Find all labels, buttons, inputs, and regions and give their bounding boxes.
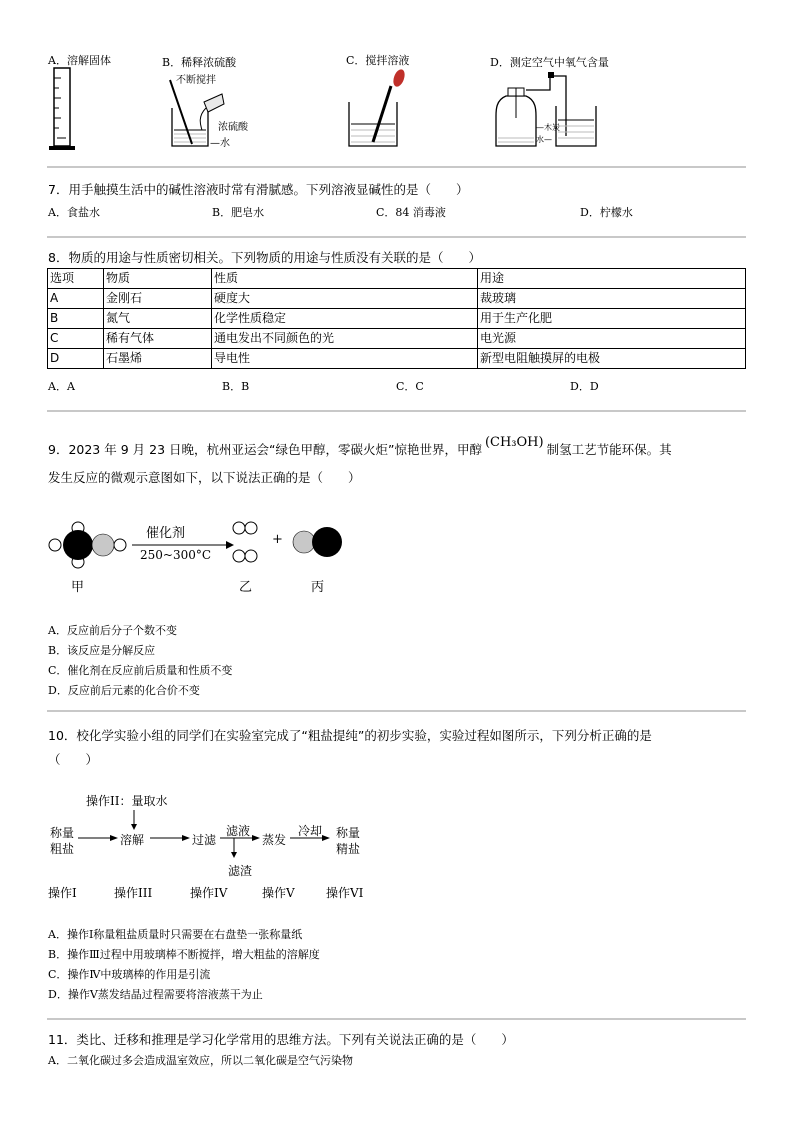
catalyst-label: 催化剂 — [146, 526, 186, 541]
table-cell: B — [48, 309, 104, 329]
plus-sign: + — [272, 532, 283, 547]
table-cell: 电光源 — [478, 329, 746, 349]
q10-option-d[interactable]: D．操作Ⅴ蒸发结晶过程需要将溶液蒸干为止 — [48, 988, 263, 1001]
table-cell: 氮气 — [104, 309, 212, 329]
weigh-refined-b: 精盐 — [336, 842, 361, 856]
q9-option-b[interactable]: B．该反应是分解反应 — [48, 644, 156, 657]
table-row — [48, 309, 746, 329]
q10-option-b[interactable]: B．操作Ⅲ过程中用玻璃棒不断搅拌，增大粗盐的溶解度 — [48, 948, 320, 961]
q8-stem: 8．物质的用途与性质密切相关。下列物质的用途与性质没有关联的是（ ） — [48, 250, 481, 265]
q6-option-d[interactable]: D．测定空气中氧气含量 — [490, 56, 609, 69]
filter-label: 过滤 — [192, 833, 217, 847]
reaction-diagram — [46, 514, 356, 574]
q11-stem: 11．类比、迁移和推理是学习化学常用的思维方法。下列有关说法正确的是（ ） — [48, 1032, 514, 1047]
water-label: —水 — [210, 138, 230, 149]
q9-stem-line2: 发生反应的微观示意图如下，以下说法正确的是（ ） — [48, 470, 361, 485]
q9-stem-part2: 制氢工艺节能环保。其 — [546, 442, 672, 457]
filtrate-label: 滤液 — [226, 824, 251, 838]
table-cell: 硬度大 — [212, 289, 478, 309]
evaporate-label: 蒸发 — [262, 833, 287, 847]
q8-option-a[interactable]: A．A — [48, 380, 75, 393]
residue-label: 滤渣 — [228, 864, 253, 878]
table-cell: 稀有气体 — [104, 329, 212, 349]
q9-stem-part1: 9．2023 年 9 月 23 日晚，杭州亚运会“绿色甲醇，零碳火炬”惊艳世界，甲醇 — [48, 442, 482, 457]
table-header-cell: 用途 — [478, 269, 746, 289]
table-cell: 化学性质稳定 — [212, 309, 478, 329]
q7-option-d[interactable]: D．柠檬水 — [580, 206, 633, 219]
stir-solution-image — [345, 68, 407, 150]
table-header-row — [48, 269, 746, 289]
table-header-cell: 物质 — [104, 269, 212, 289]
q9-stem-line1 — [48, 435, 672, 458]
temperature-label: 250~300°C — [140, 548, 212, 562]
label-yi: 乙 — [239, 580, 253, 595]
q8-table — [47, 268, 746, 369]
q6-option-b[interactable]: B．稀释浓硫酸 — [162, 56, 237, 69]
separator — [47, 710, 746, 712]
water-label-d: 水— — [536, 135, 552, 144]
q6-option-a[interactable]: A．溶解固体 — [48, 54, 111, 67]
table-header-cell: 选项 — [48, 269, 104, 289]
weigh-crude-b: 粗盐 — [50, 842, 75, 856]
table-cell: 导电性 — [212, 349, 478, 369]
q7-option-a[interactable]: A．食盐水 — [48, 206, 100, 219]
q9-option-d[interactable]: D．反应前后元素的化合价不变 — [48, 684, 200, 697]
q9-option-a[interactable]: A．反应前后分子个数不变 — [48, 624, 177, 637]
separator — [47, 410, 746, 412]
q8-option-b[interactable]: B．B — [222, 380, 250, 393]
table-cell: 石墨烯 — [104, 349, 212, 369]
q10-option-a[interactable]: A．操作Ⅰ称量粗盐质量时只需要在右盘垫一张称量纸 — [48, 928, 303, 941]
op-label-6: 操作VI — [326, 886, 364, 900]
op-label-5: 操作V — [262, 886, 295, 900]
q8-option-d[interactable]: D．D — [570, 380, 599, 393]
table-cell: 通电发出不同颜色的光 — [212, 329, 478, 349]
separator — [47, 236, 746, 238]
q7-stem: 7．用手触摸生活中的碱性溶液时常有滑腻感。下列溶液显碱性的是（ ） — [48, 182, 469, 197]
dissolve-label: 溶解 — [120, 833, 145, 847]
op-label-3: 操作III — [114, 886, 153, 900]
table-row — [48, 289, 746, 309]
q10-stem-line1: 10．校化学实验小组的同学们在实验室完成了“粗盐提纯”的初步实验，实验过程如图所示，下列分析正确的是 — [48, 728, 652, 743]
separator — [47, 166, 746, 168]
graduated-cylinder-image — [48, 66, 78, 152]
table-row — [48, 349, 746, 369]
q11-option-a[interactable]: A．二氧化碳过多会造成温室效应，所以二氧化碳是空气污染物 — [48, 1054, 353, 1067]
q7-option-c[interactable]: C．84 消毒液 — [376, 206, 446, 219]
stir-label: 不断搅拌 — [176, 75, 216, 86]
q6-option-c[interactable]: C．搅拌溶液 — [346, 54, 410, 67]
separator — [47, 1018, 746, 1020]
acid-label: 浓硫酸 — [218, 122, 248, 133]
table-cell: 用于生产化肥 — [478, 309, 746, 329]
cool-label: 冷却 — [298, 824, 323, 838]
methanol-formula: (CH₃OH) — [484, 435, 544, 450]
table-row — [48, 329, 746, 349]
table-cell: C — [48, 329, 104, 349]
op-label-4: 操作IV — [190, 886, 228, 900]
op-label-1: 操作I — [48, 886, 77, 900]
op2-label: 操作II：量取水 — [86, 794, 168, 808]
label-jia: 甲 — [71, 580, 85, 595]
label-bing: 丙 — [311, 580, 325, 595]
table-cell: 裁玻璃 — [478, 289, 746, 309]
q8-option-c[interactable]: C．C — [396, 380, 424, 393]
weigh-refined-a: 称量 — [336, 826, 361, 840]
table-cell: 新型电阻触摸屏的电极 — [478, 349, 746, 369]
q10-option-c[interactable]: C．操作Ⅳ中玻璃棒的作用是引流 — [48, 968, 211, 981]
q9-option-c[interactable]: C．催化剂在反应前后质量和性质不变 — [48, 664, 233, 677]
q10-stem-line2: （ ） — [48, 752, 99, 767]
table-cell: 金刚石 — [104, 289, 212, 309]
charcoal-label: —木炭 — [536, 123, 560, 132]
q7-option-b[interactable]: B．肥皂水 — [212, 206, 265, 219]
table-cell: D — [48, 349, 104, 369]
table-cell: A — [48, 289, 104, 309]
weigh-crude-a: 称量 — [50, 826, 75, 840]
table-header-cell: 性质 — [212, 269, 478, 289]
